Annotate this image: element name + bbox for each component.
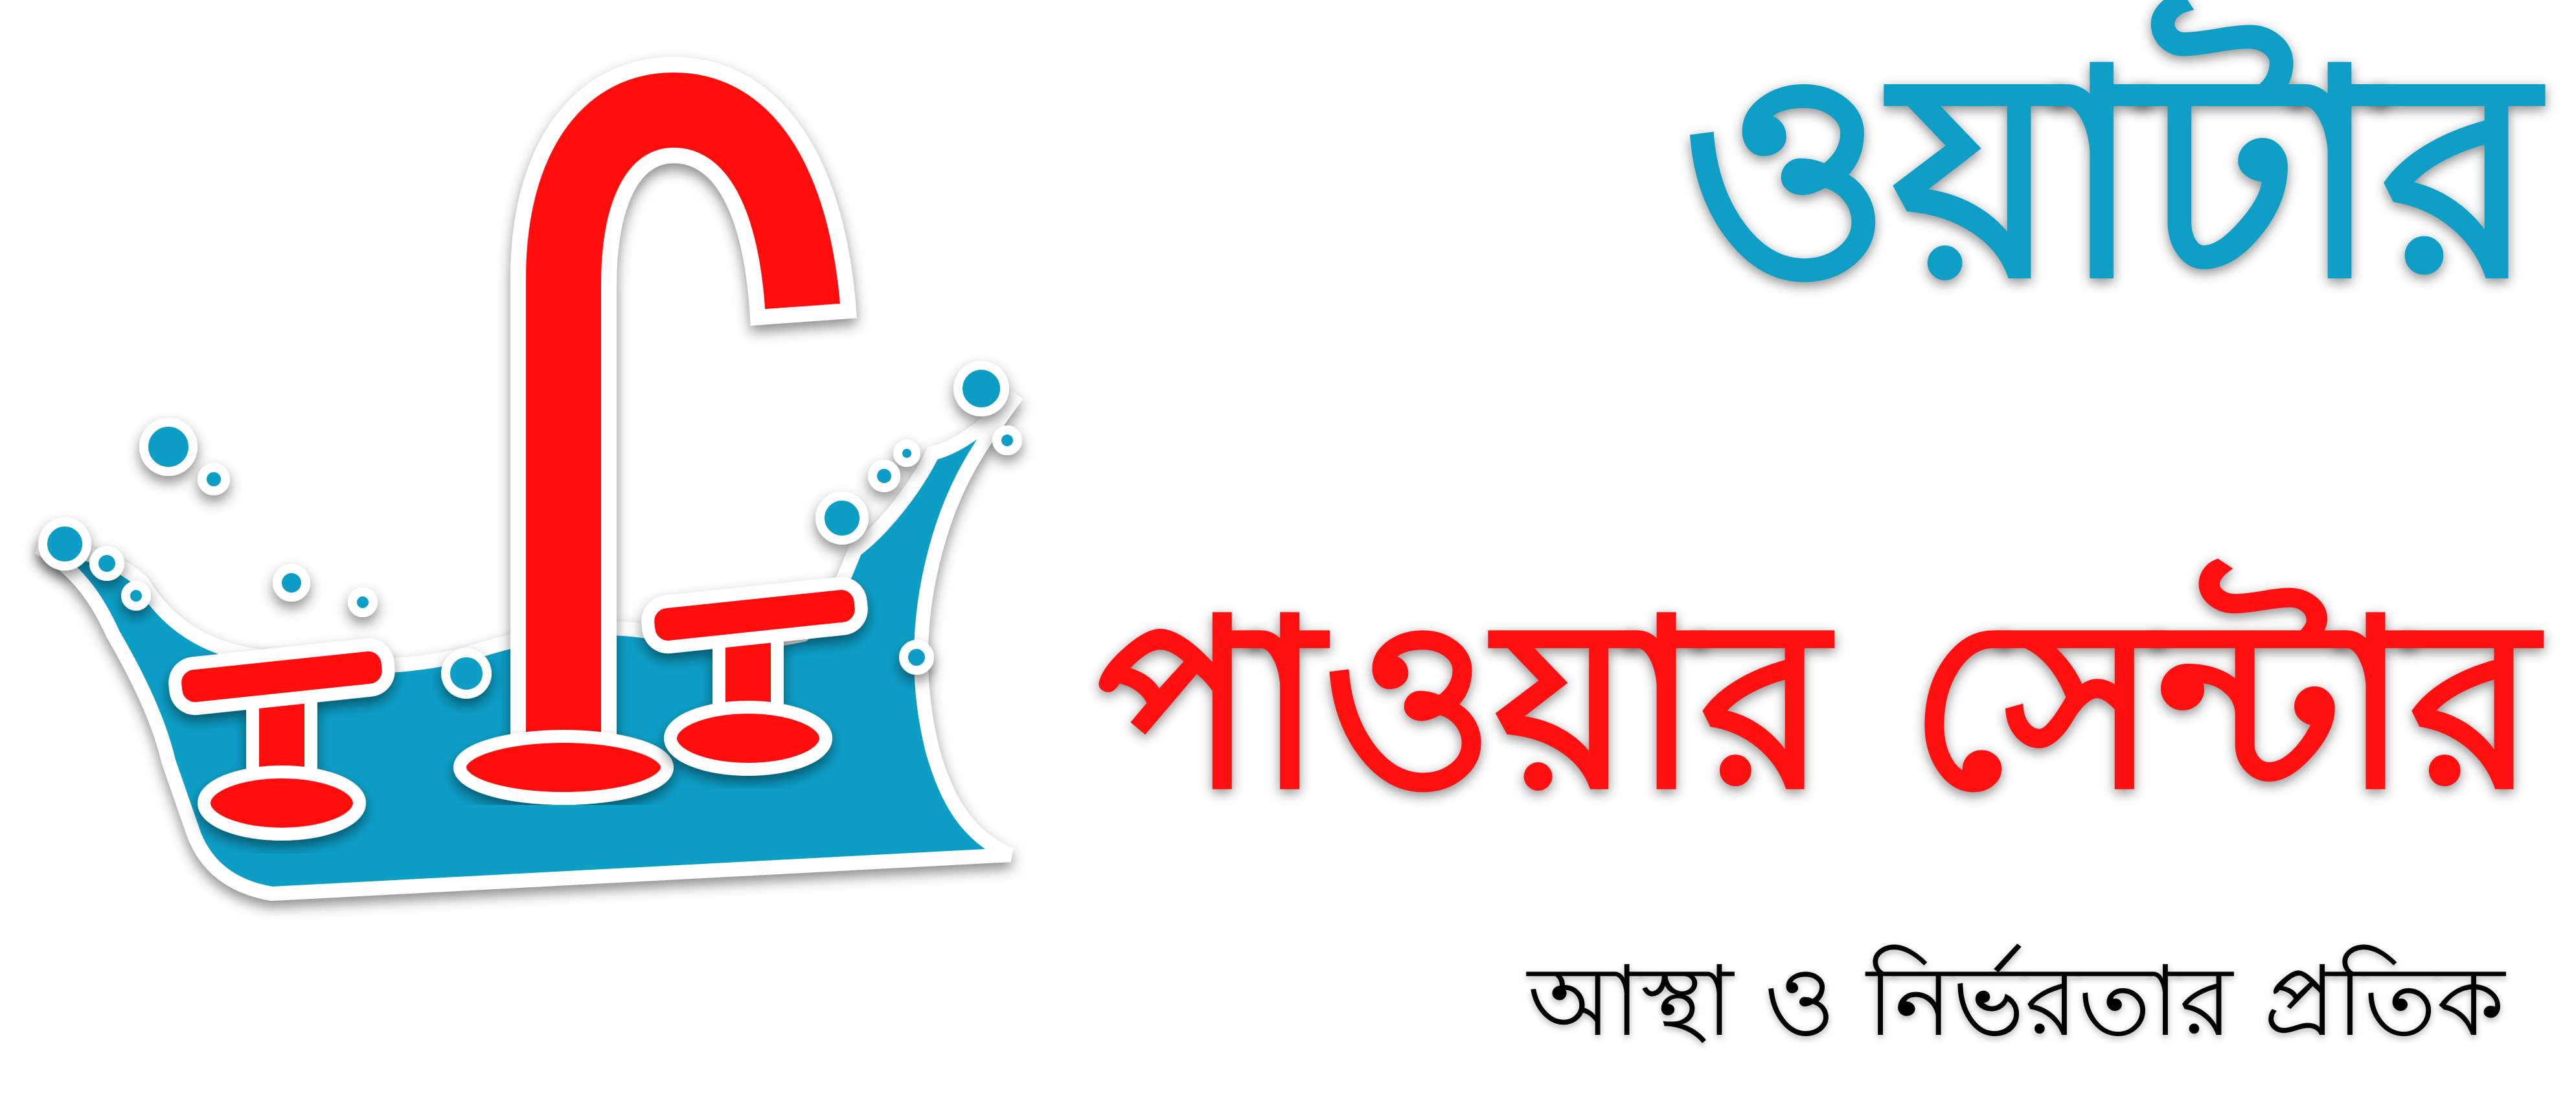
- brand-title-line-2: পাওয়ার সেন্টার: [1097, 569, 2537, 841]
- brand-tagline: আস্থা ও নির্ভরতার প্রতিক: [1527, 946, 2505, 1058]
- spout-base-icon: [460, 736, 667, 799]
- brand-title-line-1: ওয়াটার: [1681, 10, 2537, 341]
